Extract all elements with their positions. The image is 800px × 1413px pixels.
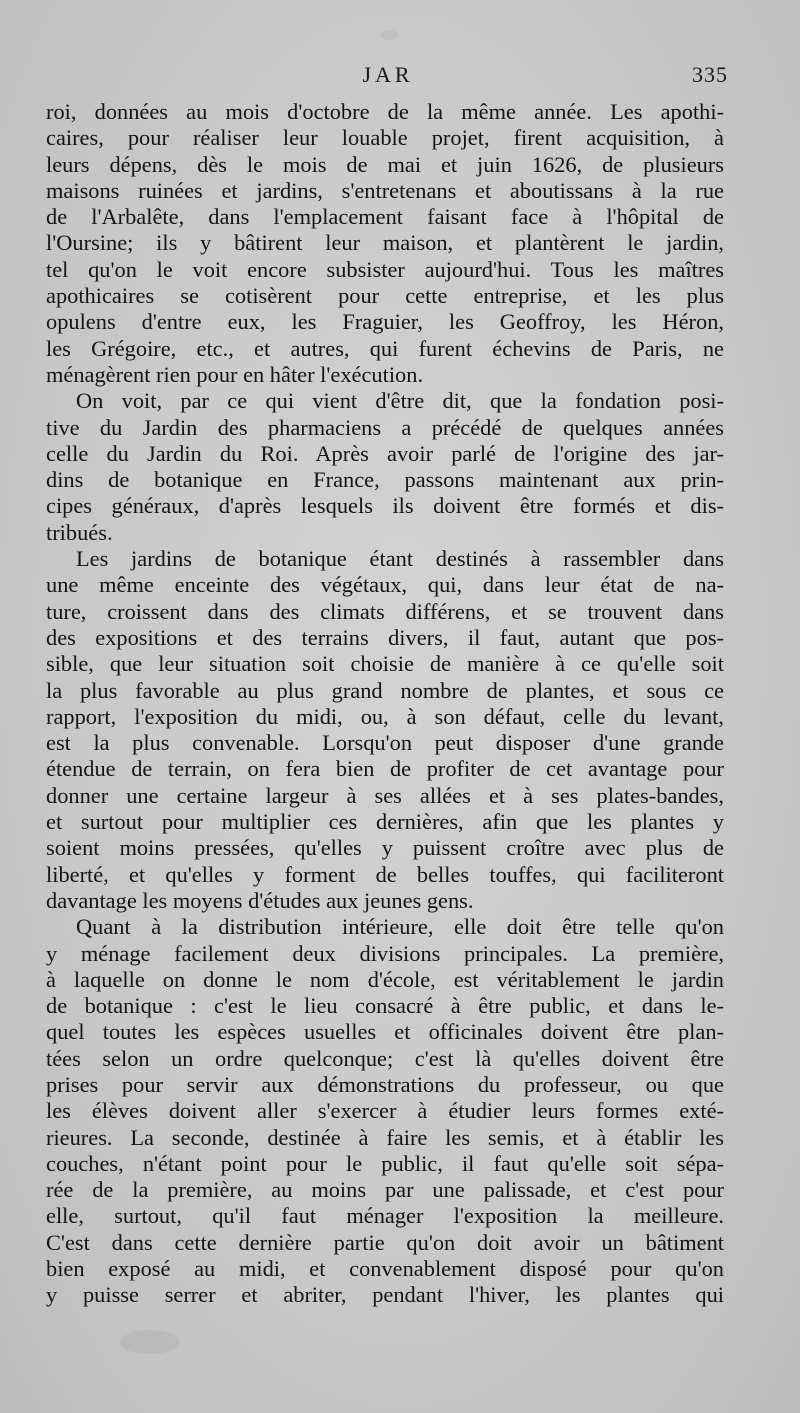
text-line: sible, que leur situation soit choisie de manière à ce qu'elle soit bbox=[46, 651, 724, 677]
text-line: de l'Arbalête, dans l'emplacement faisant face à l'hôpital de bbox=[46, 204, 724, 230]
text-line: rieures. La seconde, destinée à faire les semis, et à établir les bbox=[46, 1124, 724, 1150]
text-line: dins de botanique en France, passons maintenant aux prin- bbox=[46, 467, 724, 493]
text-line: Quant à la distribution intérieure, elle doit être telle qu'on bbox=[76, 914, 724, 940]
running-head bbox=[48, 62, 728, 92]
text-line: les élèves doivent aller s'exercer à étudier leurs formes exté- bbox=[46, 1098, 724, 1124]
text-line: bien exposé au midi, et convenablement disposé pour qu'on bbox=[46, 1256, 724, 1282]
text-line: celle du Jardin du Roi. Après avoir parlé de l'origine des jar- bbox=[46, 440, 724, 466]
text-line: les Grégoire, etc., et autres, qui furent échevins de Paris, ne bbox=[46, 335, 724, 361]
text-line: apothicaires se cotisèrent pour cette entreprise, et les plus bbox=[46, 283, 724, 309]
text-line: ture, croissent dans des climats différens, et se trouvent dans bbox=[46, 598, 724, 624]
text-line: l'Oursine; ils y bâtirent leur maison, et plantèrent le jardin, bbox=[46, 230, 724, 256]
paper-stain bbox=[120, 1330, 180, 1354]
text-line: des expositions et des terrains divers, il faut, autant que pos- bbox=[46, 624, 724, 650]
text-line: On voit, par ce qui vient d'être dit, que la fondation posi- bbox=[76, 388, 724, 414]
paragraph bbox=[46, 99, 724, 388]
text-line: et surtout pour multiplier ces dernières, afin que les plantes y bbox=[46, 809, 724, 835]
text-line: une même enceinte des végétaux, qui, dans leur état de na- bbox=[46, 572, 724, 598]
text-line: leurs dépens, dès le mois de mai et juin 1626, de plusieurs bbox=[46, 151, 724, 177]
text-line: tées selon un ordre quelconque; c'est là qu'elles doivent être bbox=[46, 1045, 724, 1071]
page-number: 335 bbox=[692, 62, 728, 87]
paragraph bbox=[46, 546, 724, 914]
text-line: tribués. bbox=[46, 519, 113, 545]
text-line: prises pour servir aux démonstrations du professeur, ou que bbox=[46, 1071, 724, 1097]
text-line: rapport, l'exposition du midi, ou, à son défaut, celle du levant, bbox=[46, 703, 724, 729]
text-line: C'est dans cette dernière partie qu'on doit avoir un bâtiment bbox=[46, 1229, 724, 1255]
text-line: la plus favorable au plus grand nombre de plantes, et sous ce bbox=[46, 677, 724, 703]
text-line: soient moins pressées, qu'elles y puissent croître avec plus de bbox=[46, 835, 724, 861]
text-line: à laquelle on donne le nom d'école, est véritablement le jardin bbox=[46, 966, 724, 992]
text-line: y puisse serrer et abriter, pendant l'hiver, les plantes qui bbox=[46, 1282, 724, 1308]
text-line: tive du Jardin des pharmaciens a précédé de quelques années bbox=[46, 414, 724, 440]
text-line: ménagèrent rien pour en hâter l'exécution. bbox=[46, 361, 424, 387]
body-text bbox=[46, 99, 724, 1309]
text-line: cipes généraux, d'après lesquels ils doivent être formés et dis- bbox=[46, 493, 724, 519]
paragraph bbox=[46, 388, 724, 546]
text-line: quel toutes les espèces usuelles et officinales doivent être plan- bbox=[46, 1019, 724, 1045]
text-line: est la plus convenable. Lorsqu'on peut disposer d'une grande bbox=[46, 730, 724, 756]
running-head-title: JAR bbox=[362, 62, 414, 87]
paragraph bbox=[46, 914, 724, 1308]
text-line: tel qu'on le voit encore subsister aujourd'hui. Tous les maîtres bbox=[46, 256, 724, 282]
text-line: étendue de terrain, on fera bien de profiter de cet avantage pour bbox=[46, 756, 724, 782]
paper-stain bbox=[380, 30, 398, 40]
text-line: de botanique : c'est le lieu consacré à être public, et dans le- bbox=[46, 993, 724, 1019]
text-line: opulens d'entre eux, les Fraguier, les Geoffroy, les Héron, bbox=[46, 309, 724, 335]
text-line: Les jardins de botanique étant destinés à rassembler dans bbox=[76, 546, 724, 572]
text-line: elle, surtout, qu'il faut ménager l'exposition la meilleure. bbox=[46, 1203, 724, 1229]
text-line: liberté, et qu'elles y forment de belles touffes, qui faciliteront bbox=[46, 861, 724, 887]
text-line: y ménage facilement deux divisions principales. La première, bbox=[46, 940, 724, 966]
text-line: maisons ruinées et jardins, s'entretenans et aboutissans à la rue bbox=[46, 177, 724, 203]
text-line: rée de la première, au moins par une palissade, et c'est pour bbox=[46, 1177, 724, 1203]
text-line: couches, n'étant point pour le public, il faut qu'elle soit sépa- bbox=[46, 1150, 724, 1176]
text-line: caires, pour réaliser leur louable projet, firent acquisition, à bbox=[46, 125, 724, 151]
text-line: donner une certaine largeur à ses allées et à ses plates-bandes, bbox=[46, 782, 724, 808]
text-line: roi, données au mois d'octobre de la même année. Les apothi- bbox=[46, 99, 724, 124]
text-line: davantage les moyens d'études aux jeunes gens. bbox=[46, 887, 474, 913]
